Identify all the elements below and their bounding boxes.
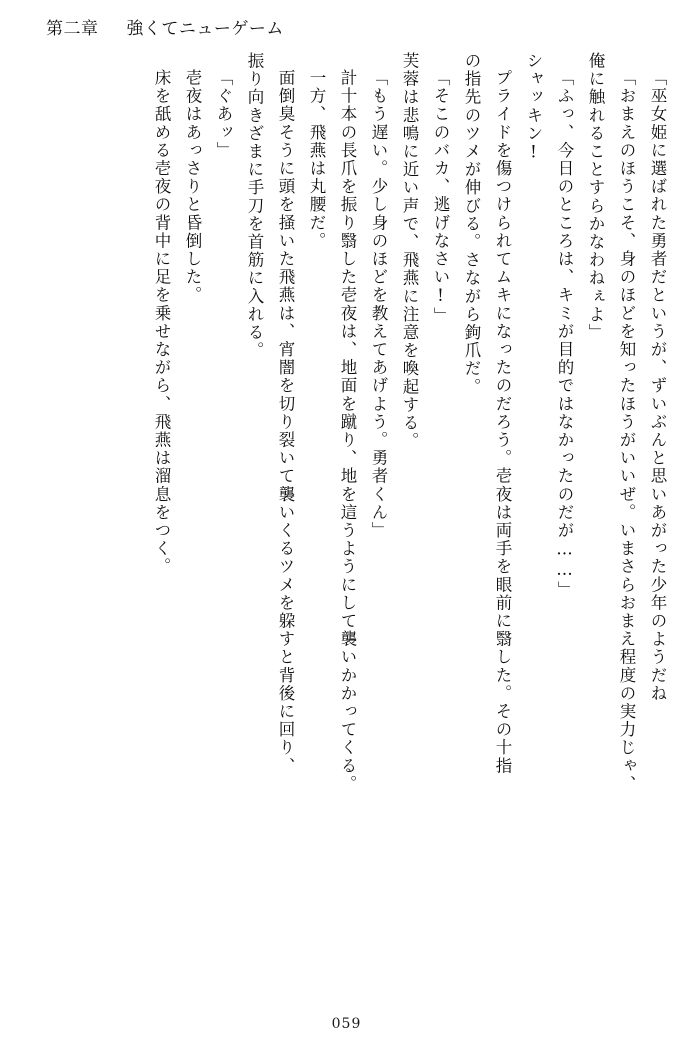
page-header [46,14,653,48]
text-column: 「ふっ、今日のところは、キミが目的ではなかったのだが……」 [555,69,574,599]
text-column: 面倒臭そうに頭を掻いた飛燕は、宵闇を切り裂いて襲いくるツメを躱すと背後に回り、 [276,69,295,775]
text-column: 「巫女姫に選ばれた勇者だというが、ずいぶんと思いあがった少年のようだね [648,69,667,703]
text-column: 芙蓉は悲鳴に近い声で、飛燕に注意を喚起する。 [400,52,419,451]
page-number: 059 [331,1016,362,1032]
text-column: 「おまえのほうこそ、身のほどを知ったほうがいいぜ。いまさらおまえ程度の実力じゃ、 [617,69,636,793]
text-column: プライドを傷つけられてムキになったのだろう。壱夜は両手を眼前に翳した。その十指 [493,69,512,775]
text-column: 「もう遅い。少し身のほどを教えてあげよう。勇者くん」 [369,69,388,540]
text-column: 振り向きざまに手刀を首筋に入れる。 [245,52,264,360]
text-column: 俺に触れることすらかなわねぇよ」 [586,52,605,342]
text-column: 床を舐める壱夜の背中に足を乗せながら、飛燕は溜息をつく。 [152,69,171,576]
chapter-title: 強くてニューゲーム [126,19,284,39]
text-column: 一方、飛燕は丸腰だ。 [307,69,326,250]
chapter-number: 第二章 [46,19,99,39]
text-column: の指先のツメが伸びる。さながら鉤爪だ。 [462,52,481,396]
vertical-text-body [40,52,665,980]
text-column: 計十本の長爪を振り翳した壱夜は、地面を蹴り、地を這うようにして襲いかかってくる。 [338,69,357,793]
text-column: 「そこのバカ、逃げなさい!」 [431,69,450,325]
text-column: 「ぐあッ」 [214,69,233,160]
text-column: シャッキン! [524,52,543,164]
text-column: 壱夜はあっさりと昏倒した。 [183,69,202,305]
